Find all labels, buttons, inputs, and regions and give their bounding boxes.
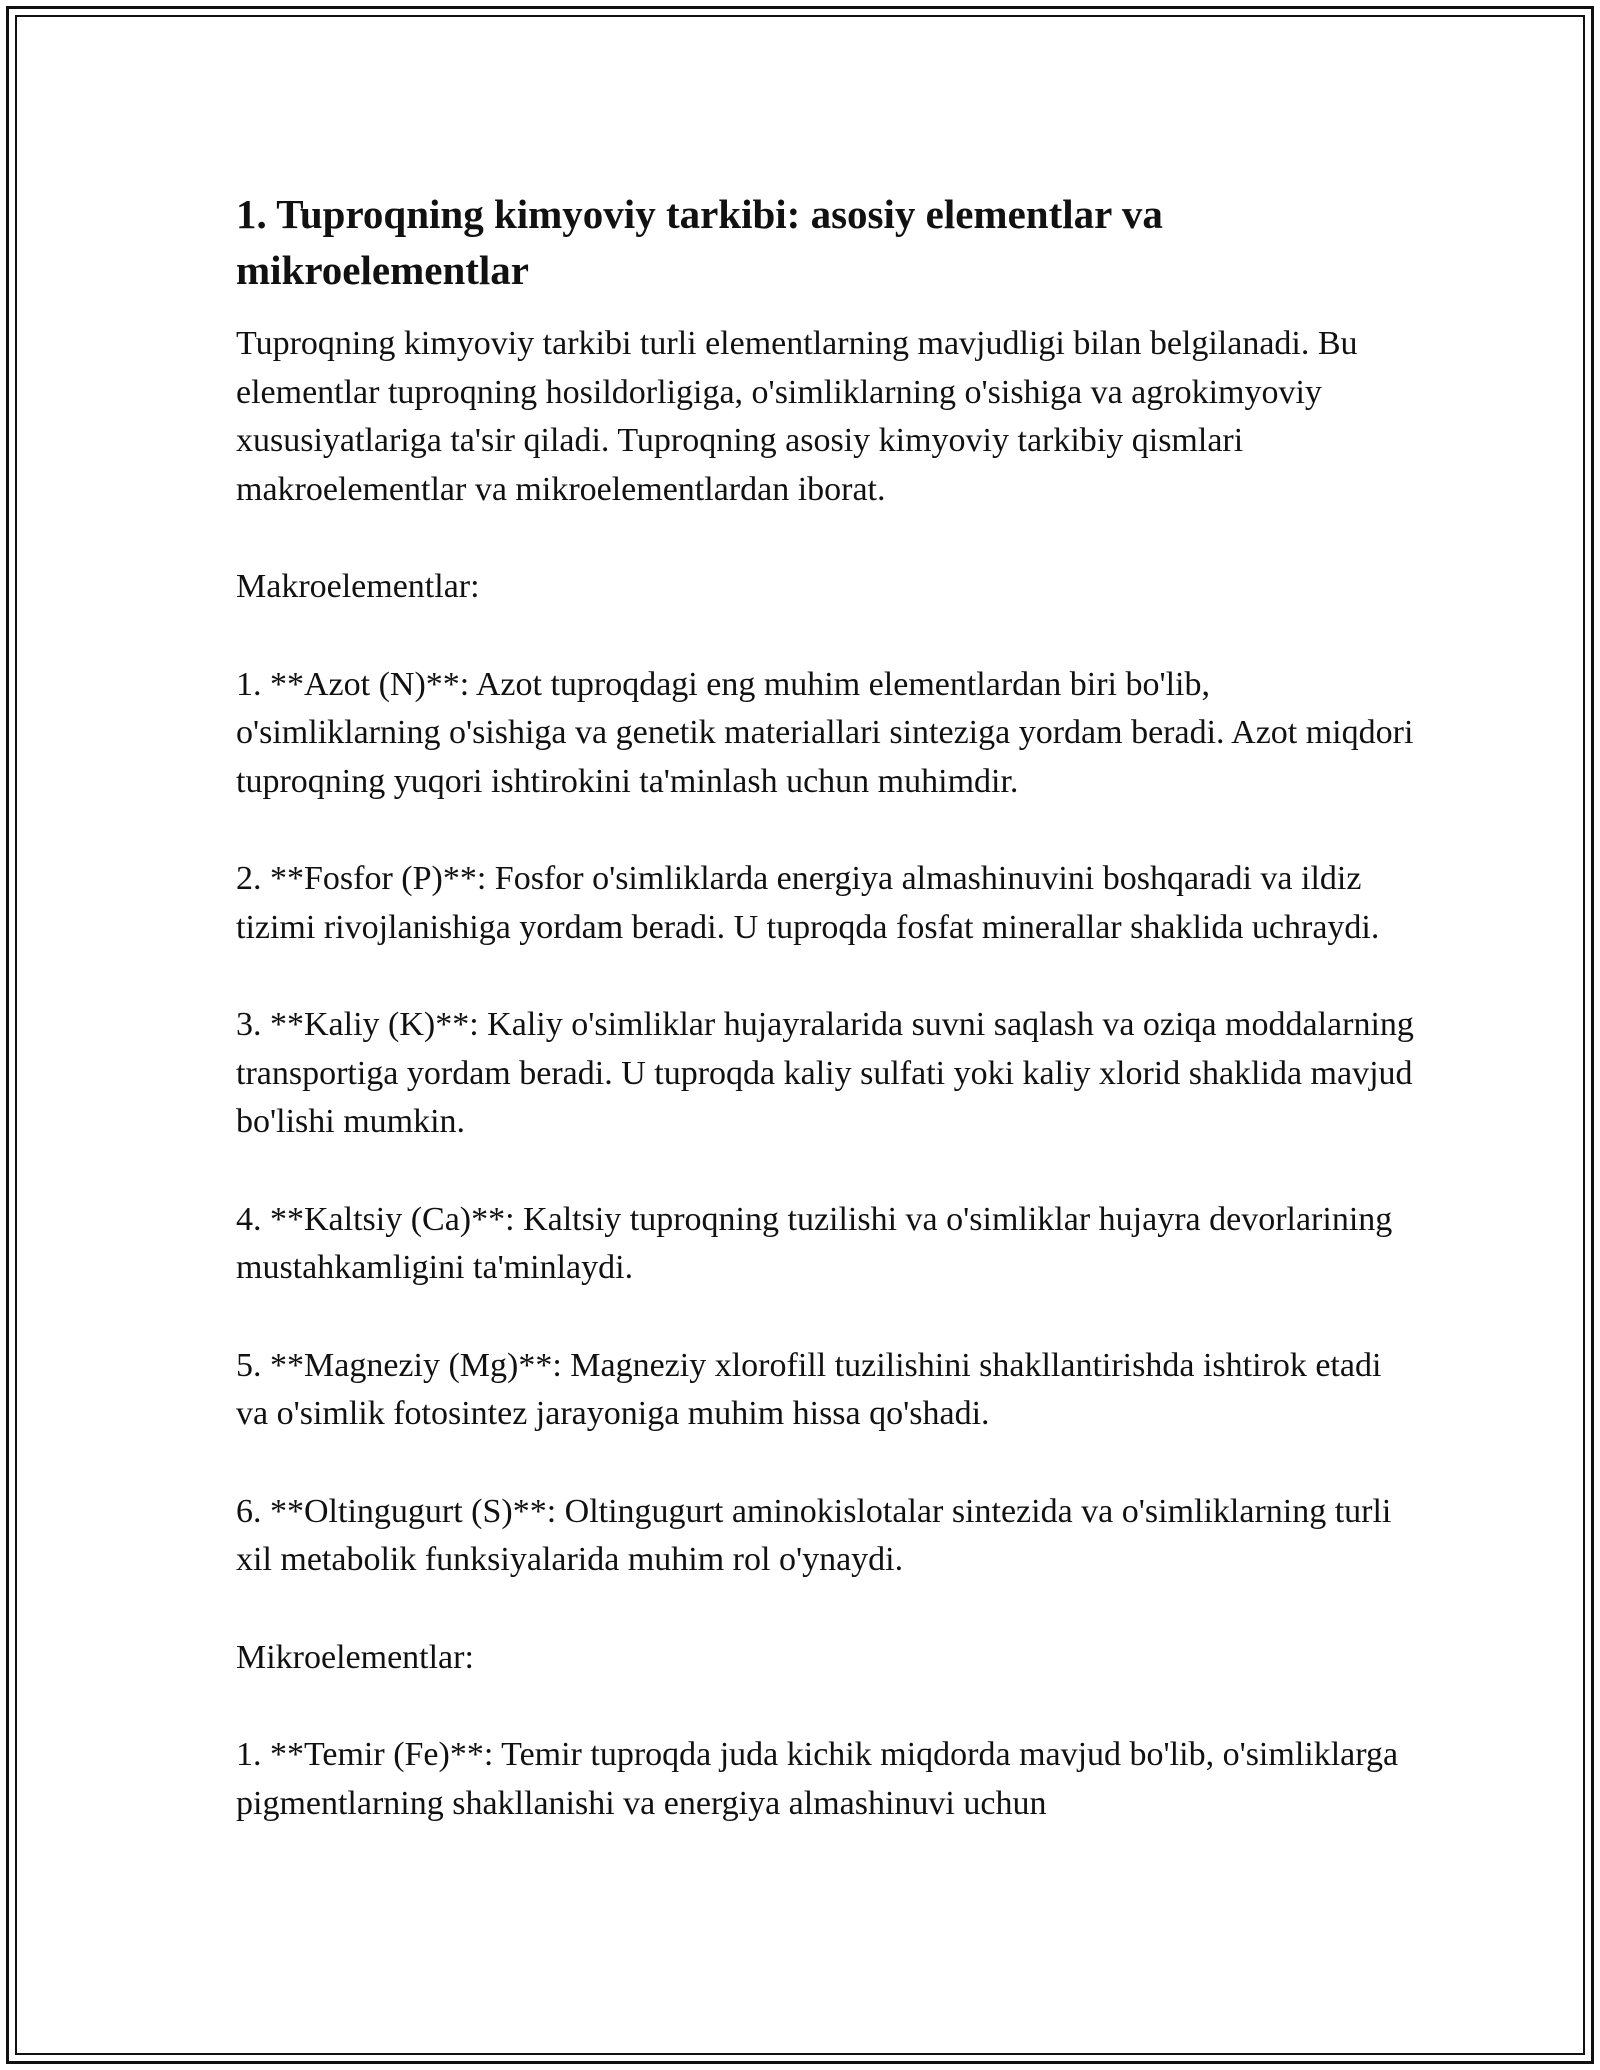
macro-item-sulfur: 6. **Oltingugurt (S)**: Oltingugurt aminokislotalar sintezida va o'simliklarning turli xil metabolik funksiyalarida muhim rol o'ynaydi.: [236, 1492, 1392, 1578]
section-heading: 1. Tuproqning kimyoviy tarkibi: asosiy elementlar va mikroelementlar: [236, 191, 1163, 293]
macro-item-phosphorus: 2. **Fosfor (P)**: Fosfor o'simliklarda energiya almashinuvini boshqaradi va ildiz tizimi rivojlanishiga yordam beradi. U tuproqda fosfat minerallar shaklida uchraydi.: [236, 860, 1380, 946]
macro-item-potassium: 3. **Kaliy (K)**: Kaliy o'simliklar hujayralarida suvni saqlash va oziqa moddalarning transportiga yordam beradi. U tuproqda kaliy sulfati yoki kaliy xlorid shaklida mavjud bo'lishi mumkin.: [236, 1006, 1414, 1140]
micro-section-title: Mikroelementlar:: [236, 1638, 474, 1676]
document-body: [236, 186, 1416, 1828]
macro-item-nitrogen: 1. **Azot (N)**: Azot tuproqdagi eng muhim elementlardan biri bo'lib, o'simliklarning o'sishiga va genetik materiallari sinteziga yordam beradi. Azot miqdori tuproqning yuqori ishtirokini ta'minlash uchun muhimdir.: [236, 665, 1414, 800]
intro-paragraph: Tuproqning kimyoviy tarkibi turli elementlarning mavjudligi bilan belgilanadi. Bu elementlar tuproqning hosildorligiga, o'simliklarning o'sishiga va agrokimyoviy xususiyatlariga ta'sir qiladi. Tuproqning asosiy kimyoviy tarkibiy qismlari makroelementlar va mikroelementlardan iborat.: [236, 325, 1358, 508]
macro-item-calcium: 4. **Kaltsiy (Ca)**: Kaltsiy tuproqning tuzilishi va o'simliklar hujayra devorlarining mustahkamligini ta'minlaydi.: [236, 1200, 1393, 1286]
macro-section-title: Makroelementlar:: [236, 568, 480, 605]
micro-item-iron: 1. **Temir (Fe)**: Temir tuproqda juda kichik miqdorda mavjud bo'lib, o'simliklarga pigmentlarning shakllanishi va energiya almashinuvi uchun: [236, 1736, 1399, 1822]
macro-item-magnesium: 5. **Magneziy (Mg)**: Magneziy xlorofill tuzilishini shakllantirishda ishtirok etadi va o'simlik fotosintez jarayoniga muhim hissa qo'shadi.: [236, 1346, 1382, 1432]
